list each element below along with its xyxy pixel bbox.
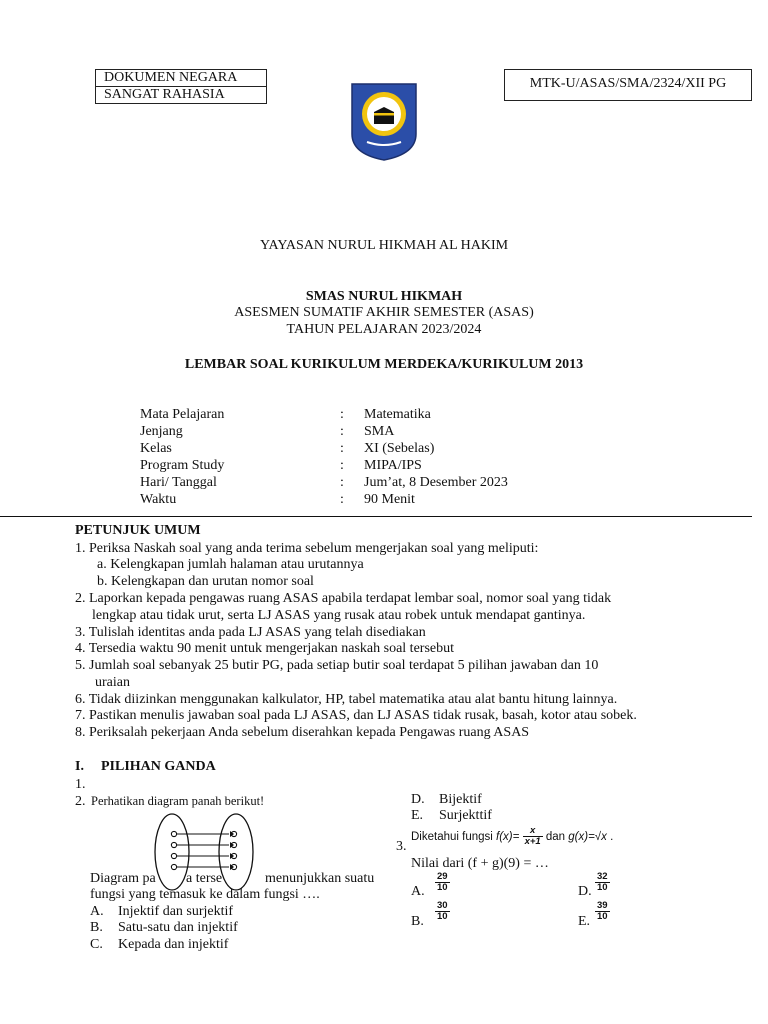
question-2-number: 2. bbox=[75, 794, 86, 809]
info-key: Waktu bbox=[140, 492, 177, 507]
academic-year: TAHUN PELAJARAN 2023/2024 bbox=[286, 322, 482, 337]
info-value: Matematika bbox=[364, 407, 431, 422]
given-mid: dan bbox=[545, 831, 569, 843]
classification-line-1: DOKUMEN NEGARA bbox=[104, 70, 238, 85]
option-text: Satu-satu dan injektif bbox=[118, 920, 238, 935]
info-value: XI (Sebelas) bbox=[364, 441, 435, 456]
instruction-item: 7. Pastikan menulis jawaban soal pada LJ ASAS, dan LJ ASAS tidak rusak, basah, kotor atau sobek. bbox=[75, 708, 637, 723]
instruction-subitem: b. Kelengkapan dan urutan nomor soal bbox=[97, 574, 314, 589]
instruction-item-continued: lengkap atau tidak urut, serta LJ ASAS yang rusak atau robek untuk mendapat gantinya. bbox=[92, 608, 586, 623]
instruction-item: 3. Tulislah identitas anda pada LJ ASAS yang telah disediakan bbox=[75, 625, 426, 640]
fraction-denominator: 10 bbox=[597, 911, 608, 922]
classification-line-2: SANGAT RAHASIA bbox=[96, 86, 266, 103]
instruction-subitem: a. Kelengkapan jumlah halaman atau urutannya bbox=[97, 557, 364, 572]
info-colon: : bbox=[340, 492, 344, 507]
fraction-numerator: 39 bbox=[597, 900, 608, 911]
question-2-prompt: Perhatikan diagram panah berikut! bbox=[91, 794, 265, 808]
info-row bbox=[140, 423, 740, 440]
exam-info-table bbox=[140, 406, 740, 508]
option-letter-text: Kepada dan injektif bbox=[118, 937, 229, 952]
option-letter: E. bbox=[411, 808, 424, 823]
question-2-text-part: a terse bbox=[186, 871, 223, 886]
section-number: I. bbox=[75, 759, 84, 774]
question-3-text: Nilai dari (f + g)(9) = … bbox=[411, 856, 549, 871]
instruction-item-continued: uraian bbox=[95, 675, 130, 690]
instruction-item: 2. Laporkan kepada pengawas ruang ASAS apabila terdapat lembar soal, nomor soal yang tidak bbox=[75, 591, 612, 606]
option-fraction bbox=[435, 872, 450, 893]
option-letter: E. bbox=[578, 914, 591, 929]
info-colon: : bbox=[340, 441, 344, 456]
question-2-text-part: menunjukkan suatu bbox=[265, 871, 375, 886]
option-fraction bbox=[435, 901, 450, 922]
info-row bbox=[140, 491, 740, 508]
exam-name: ASESMEN SUMATIF AKHIR SEMESTER (ASAS) bbox=[234, 305, 534, 320]
given-prefix: Diketahui fungsi bbox=[411, 831, 497, 843]
info-colon: : bbox=[340, 407, 344, 422]
option-letter: D. bbox=[578, 884, 592, 899]
question-3-number: 3. bbox=[396, 839, 407, 854]
fraction-numerator: 29 bbox=[437, 871, 448, 882]
school-logo-icon bbox=[349, 82, 419, 162]
given-end: . bbox=[610, 831, 614, 843]
instructions-heading: PETUNJUK UMUM bbox=[75, 523, 201, 538]
info-key: Mata Pelajaran bbox=[140, 407, 225, 422]
option-letter: B. bbox=[90, 920, 103, 935]
section-divider bbox=[0, 516, 752, 517]
option-letter: B. bbox=[411, 914, 424, 929]
school-name: SMAS NURUL HIKMAH bbox=[305, 289, 463, 304]
fraction-numerator: 32 bbox=[597, 871, 608, 882]
instruction-item: 6. Tidak diizinkan menggunakan kalkulator, HP, tabel matematika atau alat bantu hitung lainnya. bbox=[75, 692, 618, 707]
section-title: PILIHAN GANDA bbox=[101, 759, 216, 774]
info-colon: : bbox=[340, 424, 344, 439]
f-lhs: f(x)= bbox=[496, 831, 520, 843]
info-row bbox=[140, 406, 740, 423]
fraction-denominator: 10 bbox=[437, 911, 448, 922]
sheet-title: LEMBAR SOAL KURIKULUM MERDEKA/KURIKULUM 2013 bbox=[184, 357, 584, 372]
document-code-box: MTK-U/ASAS/SMA/2324/XII PG bbox=[504, 69, 752, 101]
f-denominator: x+1 bbox=[524, 836, 541, 848]
info-colon: : bbox=[340, 458, 344, 473]
option-text: Bijektif bbox=[439, 792, 482, 807]
instruction-item: 1. Periksa Naskah soal yang anda terima sebelum mengerjakan soal yang meliputi: bbox=[75, 541, 539, 556]
option-letter: A. bbox=[90, 904, 104, 919]
info-key: Hari/ Tanggal bbox=[140, 475, 217, 490]
question-2-text: fungsi yang temasuk ke dalam fungsi …. bbox=[90, 887, 320, 902]
info-value: SMA bbox=[364, 424, 395, 439]
g-expr: g(x)=√x bbox=[568, 831, 607, 843]
f-numerator: x bbox=[523, 826, 543, 837]
info-row bbox=[140, 474, 740, 491]
instruction-item: 4. Tersedia waktu 90 menit untuk mengerjakan naskah soal tersebut bbox=[75, 641, 454, 656]
question-1-number: 1. bbox=[75, 777, 86, 792]
info-value: MIPA/IPS bbox=[364, 458, 422, 473]
info-value: 90 Menit bbox=[364, 492, 415, 507]
info-value: Jum’at, 8 Desember 2023 bbox=[364, 475, 508, 490]
foundation-name: YAYASAN NURUL HIKMAH AL HAKIM bbox=[259, 238, 509, 253]
instruction-item: 8. Periksalah pekerjaan Anda sebelum diserahkan kepada Pengawas ruang ASAS bbox=[75, 725, 530, 740]
option-letter: C. bbox=[90, 937, 103, 952]
f-fraction bbox=[523, 826, 543, 847]
option-letter: A. bbox=[411, 884, 425, 899]
option-text: Injektif dan surjektif bbox=[118, 904, 234, 919]
fraction-denominator: 10 bbox=[437, 882, 448, 893]
instruction-item: 5. Jumlah soal sebanyak 25 butir PG, pada setiap butir soal terdapat 5 pilihan jawaban dan 10 bbox=[75, 658, 599, 673]
option-fraction bbox=[595, 901, 610, 922]
info-colon: : bbox=[340, 475, 344, 490]
option-text: Surjekttif bbox=[439, 808, 492, 823]
fraction-numerator: 30 bbox=[437, 900, 448, 911]
info-key: Program Study bbox=[140, 458, 225, 473]
option-letter: D. bbox=[411, 792, 425, 807]
info-row bbox=[140, 457, 740, 474]
info-key: Jenjang bbox=[140, 424, 183, 439]
info-row bbox=[140, 440, 740, 457]
classification-box bbox=[95, 69, 267, 104]
info-key: Kelas bbox=[140, 441, 172, 456]
question-3-given bbox=[411, 826, 613, 848]
fraction-denominator: 10 bbox=[597, 882, 608, 893]
option-fraction bbox=[595, 872, 610, 893]
question-2-text-part: Diagram pa bbox=[90, 871, 156, 886]
